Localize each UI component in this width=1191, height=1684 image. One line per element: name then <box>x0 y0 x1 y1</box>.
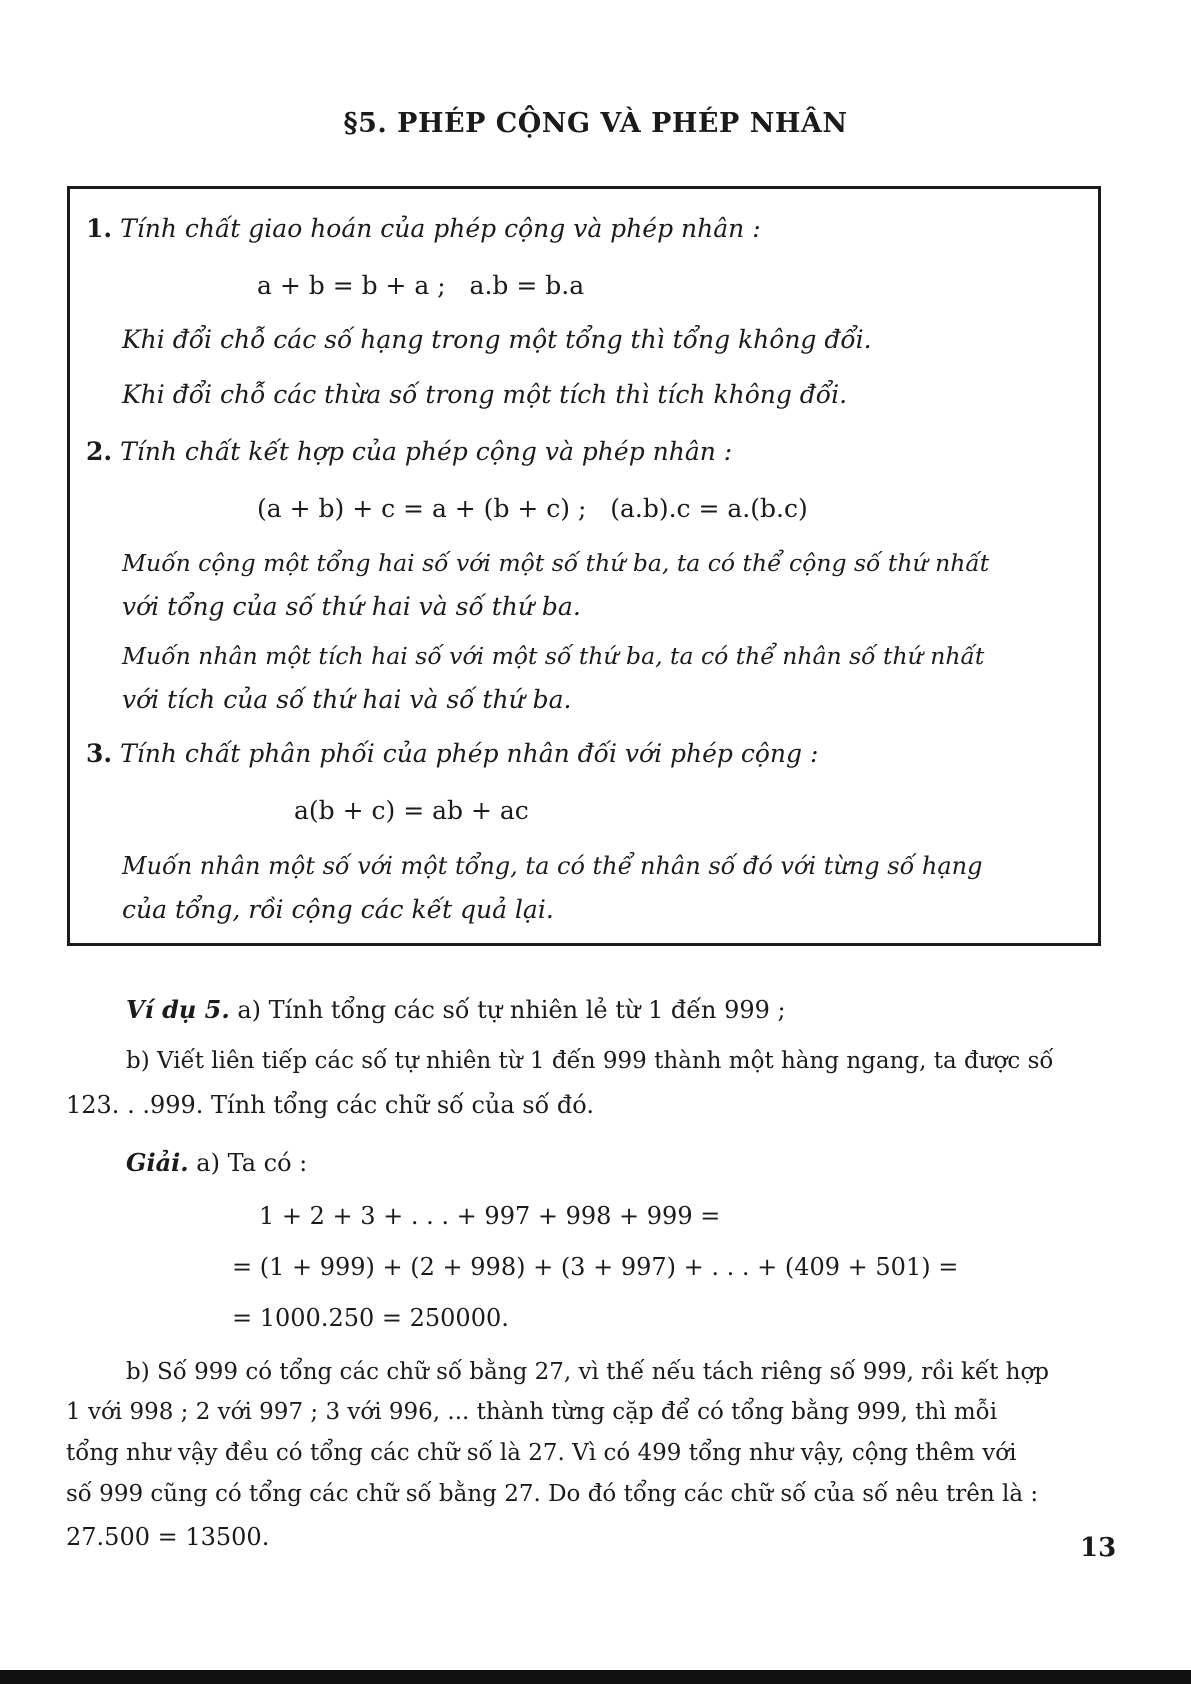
example-5-part-b-line-2: 123. . .999. Tính tổng các chữ số của số đó. <box>66 1091 594 1119</box>
property-1-heading-text: Tính chất giao hoán của phép cộng và phép nhân : <box>120 214 761 243</box>
property-3-formula: a(b + c) = ab + ac <box>294 796 529 825</box>
solution-label: Giải. <box>126 1148 189 1177</box>
property-3-heading-text: Tính chất phân phối của phép nhân đối với phép cộng : <box>120 739 819 768</box>
property-3-heading <box>86 739 818 768</box>
solution-equation-2: = (1 + 999) + (2 + 998) + (3 + 997) + . . . + (409 + 501) = <box>232 1253 959 1281</box>
solution-intro <box>126 1148 307 1177</box>
property-2-text-4: với tích của số thứ hai và số thứ ba. <box>122 685 572 714</box>
property-2-text-3: Muốn nhân một tích hai số với một số thứ ba, ta có thể nhân số thứ nhất <box>122 642 985 670</box>
solution-b-line-5: 27.500 = 13500. <box>66 1523 270 1551</box>
solution-b-line-2: 1 với 998 ; 2 với 997 ; 3 với 996, ... thành từng cặp để có tổng bằng 999, thì mỗi <box>66 1399 998 1425</box>
solution-b-line-1: b) Số 999 có tổng các chữ số bằng 27, vì thế nếu tách riêng số 999, rồi kết hợp <box>126 1359 1050 1385</box>
example-label: Ví dụ 5. <box>126 995 230 1024</box>
property-2-formula: (a + b) + c = a + (b + c) ; (a.b).c = a.(b.c) <box>257 494 808 523</box>
page-title: §5. PHÉP CỘNG VÀ PHÉP NHÂN <box>343 108 848 139</box>
solution-intro-text: a) Ta có : <box>196 1149 308 1177</box>
property-2-heading <box>86 437 732 466</box>
scan-bottom-edge <box>0 1670 1191 1684</box>
property-2-text-2: với tổng của số thứ hai và số thứ ba. <box>122 592 581 621</box>
solution-b-line-4: số 999 cũng có tổng các chữ số bằng 27. Do đó tổng các chữ số của số nêu trên là : <box>66 1481 1039 1507</box>
property-1-text-2: Khi đổi chỗ các thừa số trong một tích thì tích không đổi. <box>122 380 848 409</box>
property-3-text-1: Muốn nhân một số với một tổng, ta có thể nhân số đó với từng số hạng <box>122 852 983 880</box>
solution-equation-1: 1 + 2 + 3 + . . . + 997 + 998 + 999 = <box>259 1202 721 1230</box>
example-5-part-b-line-1: b) Viết liên tiếp các số tự nhiên từ 1 đến 999 thành một hàng ngang, ta được số <box>126 1048 1054 1074</box>
example-part-a-text: a) Tính tổng các số tự nhiên lẻ từ 1 đến 999 ; <box>237 996 786 1024</box>
property-2-number: 2. <box>86 437 113 466</box>
solution-b-line-3: tổng như vậy đều có tổng các chữ số là 27. Vì có 499 tổng như vậy, cộng thêm với <box>66 1440 1017 1466</box>
property-2-text-1: Muốn cộng một tổng hai số với một số thứ ba, ta có thể cộng số thứ nhất <box>122 549 990 577</box>
solution-equation-3: = 1000.250 = 250000. <box>232 1304 509 1332</box>
example-5-part-a <box>126 995 786 1024</box>
property-1-heading <box>86 214 761 243</box>
property-1-text-1: Khi đổi chỗ các số hạng trong một tổng thì tổng không đổi. <box>122 325 872 354</box>
property-1-number: 1. <box>86 214 113 243</box>
page-number: 13 <box>1080 1533 1117 1563</box>
property-3-text-2: của tổng, rồi cộng các kết quả lại. <box>122 895 554 924</box>
property-3-number: 3. <box>86 739 113 768</box>
property-2-heading-text: Tính chất kết hợp của phép cộng và phép nhân : <box>120 437 733 466</box>
property-1-formula: a + b = b + a ; a.b = b.a <box>257 271 585 300</box>
